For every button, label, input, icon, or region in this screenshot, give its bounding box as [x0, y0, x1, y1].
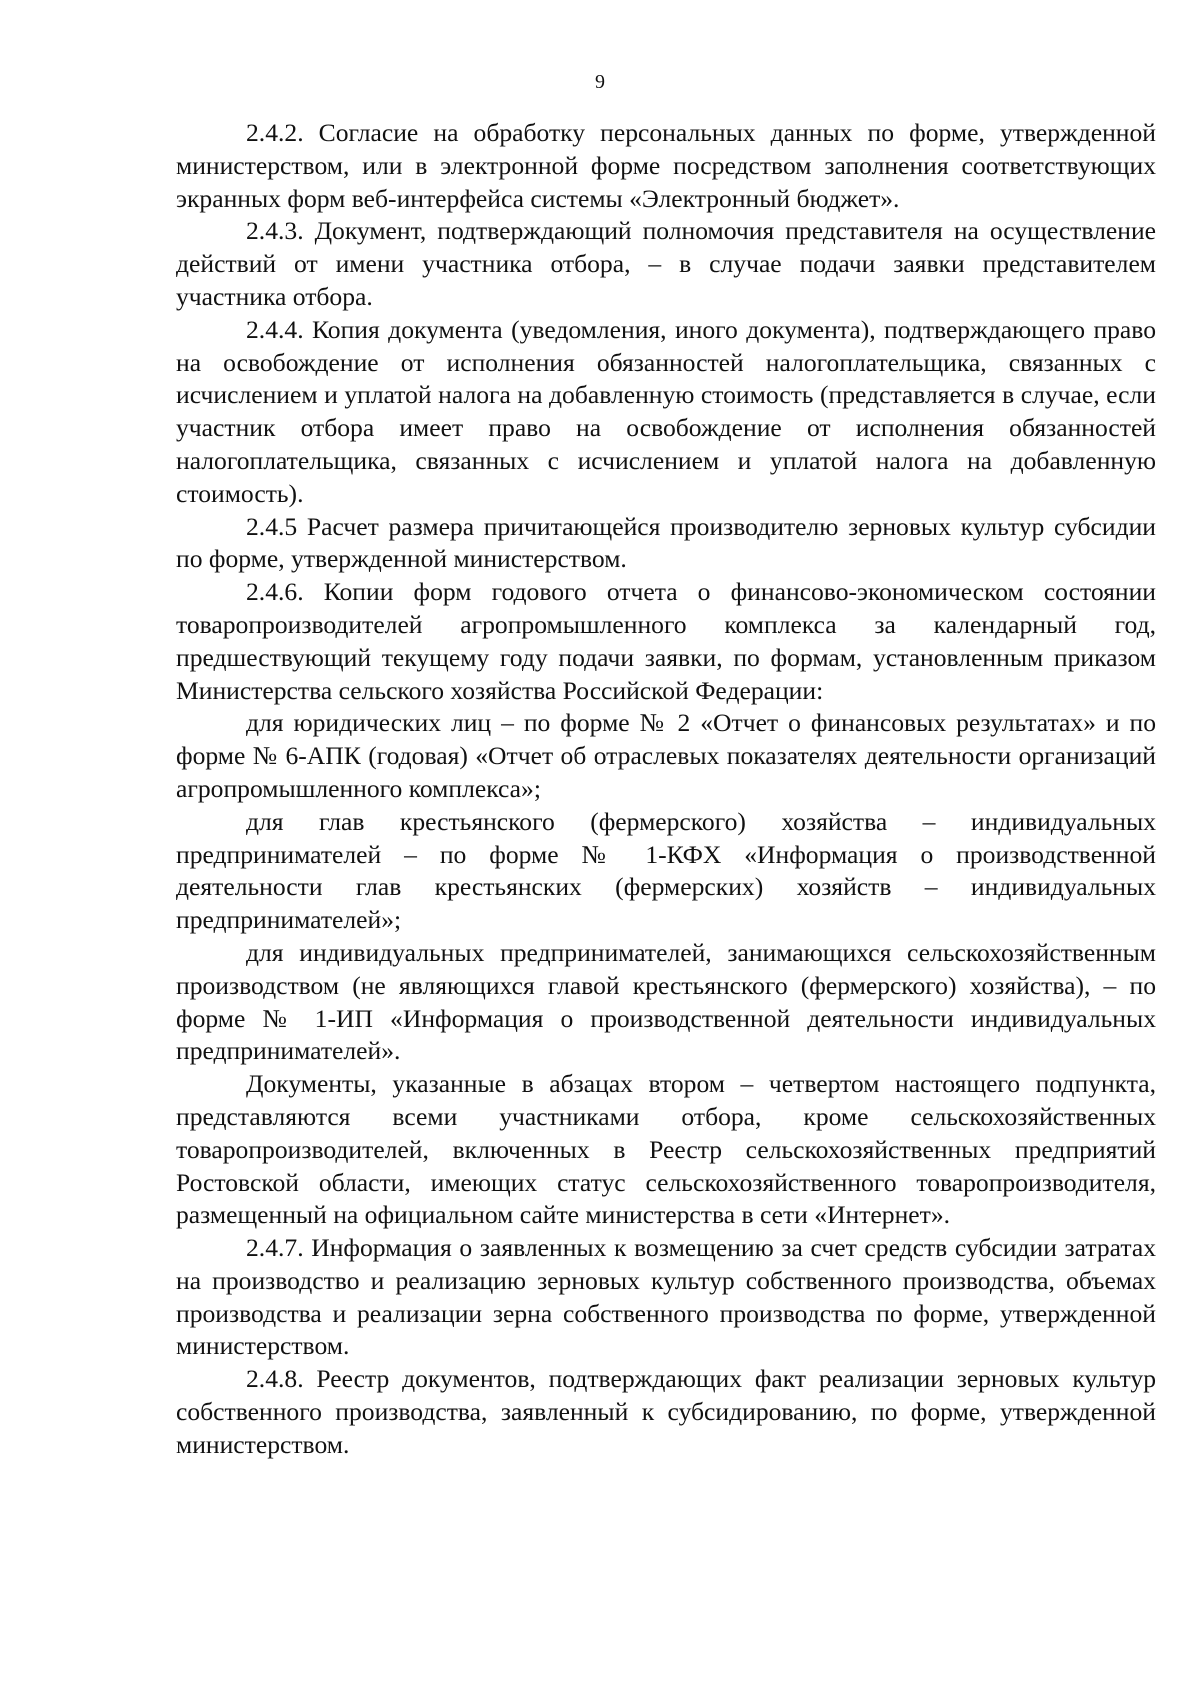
- paragraph-2-4-6: 2.4.6. Копии форм годового отчета о финансово-экономическом состоянии товаропроизводителей агропромышленного комплекса за календарный год, предшествующий текущему году подачи заявки, по формам, установленным приказом Министерства сельского хозяйства Российской Федерации:: [176, 577, 1156, 705]
- paragraph-2-4-4: 2.4.4. Копия документа (уведомления, иного документа), подтверждающего право на освобождение от исполнения обязанностей налогоплательщика, связанных с исчислением и уплатой налога на добавленную стоимость (представляется в случае, если участник отбора имеет право на освобождение от исполнения обязанностей налогоплательщика, связанных с исчислением и уплатой налога на добавленную стоимость).: [176, 314, 1156, 508]
- document-body: [176, 117, 1156, 1462]
- paragraph-farm-heads: для глав крестьянского (фермерского) хозяйства – индивидуальных предпринимателей – по форме № 1-КФХ «Информация о производственной деятельности глав крестьянских (фермерских) хозяйств – индивидуальных предпринимателей»;: [176, 806, 1156, 935]
- paragraph-legal-entities: для юридических лиц – по форме № 2 «Отчет о финансовых результатах» и по форме № 6-АПК (годовая) «Отчет об отраслевых показателях деятельности организаций агропромышленного комплекса»;: [176, 708, 1156, 803]
- paragraph-2-4-2: 2.4.2. Согласие на обработку персональных данных по форме, утвержденной министерством, или в электронной форме посредством заполнения соответствующих экранных форм веб-интерфейса системы «Электронный бюджет».: [176, 118, 1156, 213]
- paragraph-documents-note: Документы, указанные в абзацах втором – четвертом настоящего подпункта, представляются всеми участниками отбора, кроме сельскохозяйственных товаропроизводителей, включенных в Реестр сельскохозяйственных предприятий Ростовской области, имеющих статус сельскохозяйственного товаропроизводителя, размещенный на официальном сайте министерства в сети «Интернет».: [176, 1069, 1156, 1230]
- paragraph-individual-entrepreneurs: для индивидуальных предпринимателей, занимающихся сельскохозяйственным производством (не являющихся главой крестьянского (фермерского) хозяйства), – по форме № 1-ИП «Информация о производственной деятельности индивидуальных предпринимателей».: [176, 937, 1156, 1066]
- page-number: 9: [595, 71, 605, 93]
- paragraph-2-4-5: 2.4.5 Расчет размера причитающейся производителю зерновых культур субсидии по форме, утвержденной министерством.: [176, 511, 1156, 574]
- paragraph-2-4-8: 2.4.8. Реестр документов, подтверждающих факт реализации зерновых культур собственного производства, заявленный к субсидированию, по форме, утвержденной министерством.: [176, 1364, 1156, 1459]
- paragraph-2-4-3: 2.4.3. Документ, подтверждающий полномочия представителя на осуществление действий от имени участника отбора, – в случае подачи заявки представителем участника отбора.: [176, 216, 1156, 311]
- paragraph-2-4-7: 2.4.7. Информация о заявленных к возмещению за счет средств субсидии затратах на производство и реализацию зерновых культур собственного производства, объемах производства и реализации зерна собственного производства по форме, утвержденной министерством.: [176, 1233, 1156, 1361]
